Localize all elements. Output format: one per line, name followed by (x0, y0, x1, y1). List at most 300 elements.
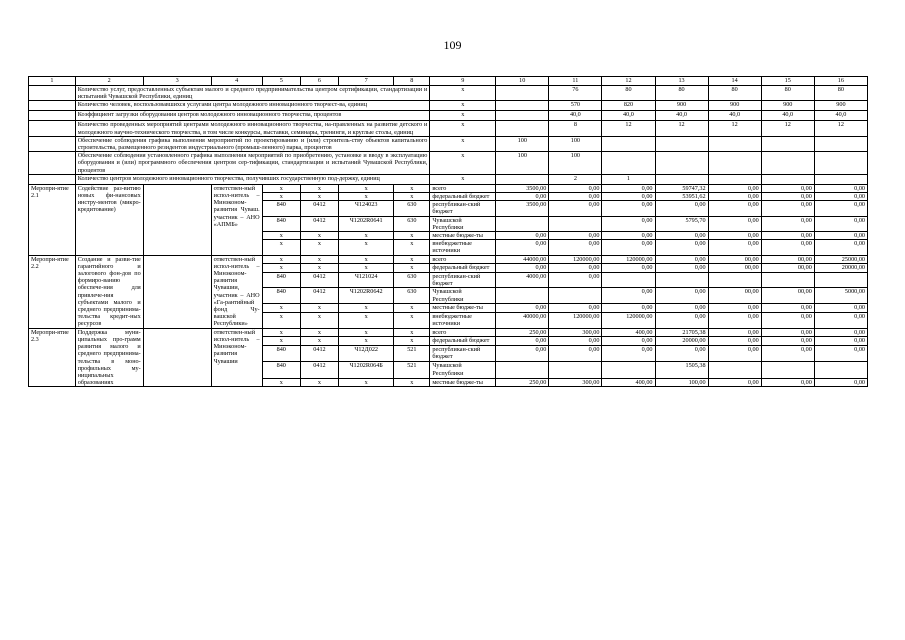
target-article-code: x (339, 255, 394, 263)
header-row (29, 77, 868, 86)
grbs-code: x (262, 255, 300, 263)
indicator-unit: x (430, 86, 496, 101)
target-article-code: x (339, 232, 394, 240)
amount-value: 0,00 (761, 184, 814, 192)
funding-source: республикан-ский бюджет (430, 201, 496, 216)
amount-value: 00,00 (708, 255, 761, 263)
amount-value: 0,00 (602, 337, 655, 346)
funding-source: местные бюдже-ты (430, 378, 496, 387)
expense-type-code: x (394, 232, 430, 240)
section-code: x (300, 240, 338, 255)
amount-value: 250,00 (496, 328, 549, 337)
target-article-code: x (339, 378, 394, 387)
amount-value: 120000,00 (549, 312, 602, 328)
column-number: 15 (761, 77, 814, 86)
indicator-row (29, 86, 868, 101)
amount-value: 0,00 (761, 346, 814, 362)
amount-value (496, 362, 549, 378)
target-article-code: x (339, 337, 394, 346)
funding-source: местные бюдже-ты (430, 232, 496, 240)
indicator-value (655, 152, 708, 175)
indicator-value: 570 (549, 101, 602, 111)
column-number: 9 (430, 77, 496, 86)
amount-value: 0,00 (761, 337, 814, 346)
indicator-value: 40,0 (602, 111, 655, 121)
amount-value: 0,00 (549, 264, 602, 272)
target-article-code: Ч1202R0642 (339, 288, 394, 304)
indicator-value: 900 (655, 101, 708, 111)
amount-value: 20000,00 (814, 264, 867, 272)
amount-value: 0,00 (655, 346, 708, 362)
column-number: 1 (29, 77, 76, 86)
column-number: 14 (708, 77, 761, 86)
expense-type-code: 630 (394, 288, 430, 304)
expense-type-code: x (394, 312, 430, 328)
amount-value (708, 362, 761, 378)
indicator-value (761, 136, 814, 151)
funding-source: местные бюдже-ты (430, 304, 496, 312)
indicator-text: Количество центров молодежного инновационного творчества, получивших государственную под-держку, единиц (75, 174, 430, 184)
amount-value: 0,00 (655, 201, 708, 216)
indicator-value (496, 86, 549, 101)
indicator-value (814, 174, 867, 184)
target-article-code: x (339, 193, 394, 201)
target-article-code: x (339, 328, 394, 337)
indicator-text: Обеспечение соблюдения графика выполнения мероприятий по проектированию и (или) строитель-ству объектов капитального строительства, размещенного резидентов индустриального (промыш-ленного) парка, процентов (75, 136, 430, 151)
grbs-code: x (262, 240, 300, 255)
section-code: x (300, 328, 338, 337)
indicator-value (602, 152, 655, 175)
section-code: x (300, 264, 338, 272)
indicator-value: 900 (761, 101, 814, 111)
expense-type-code: x (394, 328, 430, 337)
indicator-text: Количество услуг, предоставленных субъектам малого и среднего предпринимательства центром сертификации, стандартизации и испытаний Чувашской Республики, единиц (75, 86, 430, 101)
amount-value: 0,00 (602, 240, 655, 255)
indicator-value: 100 (496, 136, 549, 151)
grbs-code: 840 (262, 272, 300, 288)
amount-value: 0,00 (602, 201, 655, 216)
indicator-value (761, 152, 814, 175)
page-number: 109 (443, 38, 462, 52)
empty-cell (29, 121, 76, 136)
amount-value: 00,00 (708, 288, 761, 304)
indicator-value (814, 152, 867, 175)
amount-value: 0,00 (549, 240, 602, 255)
indicator-value: 12 (655, 121, 708, 136)
column-number: 12 (602, 77, 655, 86)
target-article-code: x (339, 184, 394, 192)
indicator-value: 100 (549, 152, 602, 175)
amount-value: 0,00 (761, 240, 814, 255)
measure-row (29, 255, 868, 263)
funding-source: всего (430, 328, 496, 337)
funding-source: республикан-ский бюджет (430, 272, 496, 288)
amount-value: 250,00 (496, 378, 549, 387)
grbs-code: 840 (262, 346, 300, 362)
amount-value: 0,00 (814, 304, 867, 312)
grbs-code: x (262, 337, 300, 346)
funding-source: республикан-ский бюджет (430, 346, 496, 362)
indicator-row (29, 152, 868, 175)
amount-value: 0,00 (814, 240, 867, 255)
amount-value: 0,00 (708, 304, 761, 312)
amount-value: 0,00 (549, 201, 602, 216)
target-article-code: x (339, 240, 394, 255)
amount-value: 120000,00 (549, 255, 602, 263)
amount-value: 53951,62 (655, 193, 708, 201)
indicator-row (29, 101, 868, 111)
indicator-unit: x (430, 174, 496, 184)
amount-value: 59747,32 (655, 184, 708, 192)
indicator-value: 100 (496, 152, 549, 175)
amount-value: 5795,70 (655, 216, 708, 231)
expense-type-code: x (394, 304, 430, 312)
indicator-value: 40,0 (761, 111, 814, 121)
amount-value: 0,00 (761, 216, 814, 231)
indicator-value: 12 (761, 121, 814, 136)
amount-value: 0,00 (655, 255, 708, 263)
indicator-value (708, 152, 761, 175)
amount-value: 400,00 (602, 378, 655, 387)
amount-value: 0,00 (602, 346, 655, 362)
amount-value: 0,00 (549, 346, 602, 362)
section-code: 0412 (300, 216, 338, 231)
funding-source: Чувашской Республики (430, 216, 496, 231)
indicator-row (29, 136, 868, 151)
amount-value: 40000,00 (496, 312, 549, 328)
section-code: 0412 (300, 362, 338, 378)
amount-value: 0,00 (814, 193, 867, 201)
indicator-text: Коэффициент загрузки оборудования центров молодежного инновационного творчества, процентов (75, 111, 430, 121)
amount-value: 0,00 (814, 216, 867, 231)
expense-type-code: 521 (394, 362, 430, 378)
amount-value: 0,00 (708, 216, 761, 231)
amount-value: 0,00 (761, 312, 814, 328)
target-article-code: Ч124023 (339, 201, 394, 216)
amount-value: 300,00 (549, 378, 602, 387)
amount-value: 0,00 (655, 264, 708, 272)
amount-value: 300,00 (549, 328, 602, 337)
indicator-value (708, 136, 761, 151)
amount-value (549, 288, 602, 304)
amount-value: 5000,00 (814, 288, 867, 304)
section-code: 0412 (300, 288, 338, 304)
amount-value: 0,00 (496, 264, 549, 272)
measure-description: Содействие раз-витию новых фи-нансовых инстру-ментов (микро-кредитование) (75, 184, 143, 255)
amount-value: 0,00 (814, 312, 867, 328)
column-number: 13 (655, 77, 708, 86)
indicator-value: 900 (708, 101, 761, 111)
indicator-value: 12 (708, 121, 761, 136)
indicator-value (496, 111, 549, 121)
amount-value (496, 288, 549, 304)
section-code: x (300, 312, 338, 328)
indicator-value (655, 136, 708, 151)
expense-type-code: 630 (394, 216, 430, 231)
amount-value: 0,00 (708, 337, 761, 346)
amount-value: 00,00 (761, 264, 814, 272)
column-number: 11 (549, 77, 602, 86)
grbs-code: x (262, 378, 300, 387)
amount-value (549, 216, 602, 231)
indicator-value: 40,0 (814, 111, 867, 121)
grbs-code: x (262, 312, 300, 328)
amount-value: 0,00 (814, 346, 867, 362)
amount-value: 0,00 (655, 288, 708, 304)
expense-type-code: x (394, 264, 430, 272)
empty-cell (29, 152, 76, 175)
indicator-value (655, 174, 708, 184)
indicator-value: 80 (655, 86, 708, 101)
measure-name: Меропри-ятие 2.1 (29, 184, 76, 255)
amount-value: 00,00 (761, 288, 814, 304)
column-number: 7 (339, 77, 394, 86)
amount-value: 0,00 (655, 240, 708, 255)
indicator-value: 40,0 (708, 111, 761, 121)
amount-value: 00,00 (708, 264, 761, 272)
target-article-code: Ч12Д022 (339, 346, 394, 362)
measure-executor: ответствен-ный испол-нитель – Минэконом-развития Чуваш. участник – АНО «АПМБ» (211, 184, 262, 255)
indicator-value: 1 (602, 174, 655, 184)
expense-type-code: x (394, 337, 430, 346)
amount-value: 0,00 (602, 193, 655, 201)
funding-source: федеральный бюджет (430, 193, 496, 201)
indicator-value (496, 121, 549, 136)
measure-name: Меропри-ятие 2.3 (29, 328, 76, 387)
expense-type-code: x (394, 184, 430, 192)
amount-value: 0,00 (655, 304, 708, 312)
amount-value: 0,00 (549, 193, 602, 201)
amount-value: 0,00 (602, 216, 655, 231)
empty-cell (29, 111, 76, 121)
section-code: x (300, 304, 338, 312)
expense-type-code: 630 (394, 272, 430, 288)
expense-type-code: x (394, 240, 430, 255)
column-number: 6 (300, 77, 338, 86)
amount-value (814, 362, 867, 378)
amount-value: 0,00 (814, 328, 867, 337)
amount-value: 0,00 (708, 193, 761, 201)
measure-row (29, 184, 868, 192)
expense-type-code: x (394, 255, 430, 263)
funding-source: Чувашской Республики (430, 288, 496, 304)
section-code: x (300, 378, 338, 387)
empty-cell (29, 101, 76, 111)
amount-value: 0,00 (708, 378, 761, 387)
indicator-value: 80 (602, 86, 655, 101)
empty-cell (143, 184, 211, 255)
indicator-unit: x (430, 111, 496, 121)
amount-value: 0,00 (761, 193, 814, 201)
grbs-code: x (262, 328, 300, 337)
indicator-value: 8 (549, 121, 602, 136)
indicator-unit: x (430, 101, 496, 111)
amount-value: 0,00 (549, 184, 602, 192)
amount-value: 0,00 (496, 240, 549, 255)
amount-value (761, 272, 814, 288)
target-article-code: Ч1202R064Б (339, 362, 394, 378)
measure-name: Меропри-ятие 2.2 (29, 255, 76, 328)
grbs-code: 840 (262, 362, 300, 378)
amount-value: 0,00 (602, 232, 655, 240)
funding-source: внебюджетные источники (430, 312, 496, 328)
amount-value: 0,00 (602, 304, 655, 312)
column-number: 2 (75, 77, 143, 86)
amount-value: 0,00 (708, 201, 761, 216)
expense-type-code: x (394, 378, 430, 387)
amount-value: 0,00 (708, 232, 761, 240)
amount-value: 0,00 (708, 312, 761, 328)
target-article-code: Ч121024 (339, 272, 394, 288)
amount-value (761, 362, 814, 378)
indicator-value: 80 (708, 86, 761, 101)
empty-cell (29, 136, 76, 151)
section-code: x (300, 184, 338, 192)
grbs-code: x (262, 264, 300, 272)
amount-value: 0,00 (814, 378, 867, 387)
section-code: x (300, 255, 338, 263)
amount-value: 0,00 (708, 184, 761, 192)
amount-value: 0,00 (496, 193, 549, 201)
grbs-code: x (262, 193, 300, 201)
indicator-value: 80 (814, 86, 867, 101)
indicator-row (29, 121, 868, 136)
indicator-value: 12 (814, 121, 867, 136)
amount-value: 3500,00 (496, 201, 549, 216)
amount-value: 0,00 (761, 328, 814, 337)
indicator-value (814, 136, 867, 151)
indicator-row (29, 111, 868, 121)
indicator-row (29, 174, 868, 184)
amount-value: 0,00 (761, 201, 814, 216)
funding-source: федеральный бюджет (430, 264, 496, 272)
amount-value: 25000,00 (814, 255, 867, 263)
expense-type-code: x (394, 193, 430, 201)
amount-value (602, 362, 655, 378)
empty-cell (143, 255, 211, 328)
target-article-code: x (339, 312, 394, 328)
target-article-code: x (339, 304, 394, 312)
amount-value: 0,00 (496, 337, 549, 346)
indicator-value (761, 174, 814, 184)
funding-source: Чувашской Республики (430, 362, 496, 378)
funding-source: всего (430, 184, 496, 192)
indicator-value (708, 174, 761, 184)
funding-source: внебюджетные источники (430, 240, 496, 255)
target-article-code: Ч1202R0641 (339, 216, 394, 231)
column-number: 3 (143, 77, 211, 86)
measure-description: Создание и разви-тие гарантийного и залогового фон-дов по формиро-ванию обеспече-ния для привлече-ния субъектами малого и среднего предпринима-тельства кредит-ных ресурсов (75, 255, 143, 328)
amount-value: 0,00 (496, 232, 549, 240)
amount-value: 0,00 (708, 346, 761, 362)
indicator-unit: x (430, 136, 496, 151)
column-number: 10 (496, 77, 549, 86)
column-number: 5 (262, 77, 300, 86)
column-number: 8 (394, 77, 430, 86)
indicator-value: 80 (761, 86, 814, 101)
amount-value: 0,00 (708, 240, 761, 255)
amount-value: 120000,00 (602, 255, 655, 263)
amount-value: 0,00 (761, 304, 814, 312)
measure-row (29, 328, 868, 337)
section-code: 0412 (300, 201, 338, 216)
amount-value: 0,00 (496, 304, 549, 312)
amount-value: 120000,00 (602, 312, 655, 328)
amount-value: 0,00 (602, 184, 655, 192)
amount-value: 0,00 (602, 288, 655, 304)
indicator-value: 40,0 (549, 111, 602, 121)
amount-value: 4000,00 (496, 272, 549, 288)
amount-value: 0,00 (655, 232, 708, 240)
empty-cell (29, 86, 76, 101)
amount-value: 00,00 (761, 255, 814, 263)
amount-value: 44000,00 (496, 255, 549, 263)
amount-value: 400,00 (602, 328, 655, 337)
amount-value (549, 362, 602, 378)
amount-value (496, 216, 549, 231)
indicator-text: Количество человек, воспользовавшихся услугами центра молодежного инновационного творчест-ва, единиц (75, 101, 430, 111)
indicator-value: 2 (549, 174, 602, 184)
target-article-code: x (339, 264, 394, 272)
amount-value (655, 272, 708, 288)
amount-value: 0,00 (761, 378, 814, 387)
amount-value (708, 272, 761, 288)
amount-value: 0,00 (549, 337, 602, 346)
indicator-value: 76 (549, 86, 602, 101)
amount-value: 21705,38 (655, 328, 708, 337)
measure-executor: ответствен-ный испол-нитель – Минэконом-развития Чувашии (211, 328, 262, 387)
amount-value: 100,00 (655, 378, 708, 387)
grbs-code: x (262, 184, 300, 192)
grbs-code: x (262, 304, 300, 312)
amount-value: 20000,00 (655, 337, 708, 346)
amount-value: 0,00 (549, 232, 602, 240)
grbs-code: 840 (262, 216, 300, 231)
budget-table (28, 76, 868, 387)
amount-value (602, 272, 655, 288)
empty-cell (143, 328, 211, 387)
funding-source: федеральный бюджет (430, 337, 496, 346)
expense-type-code: 521 (394, 346, 430, 362)
column-number: 16 (814, 77, 867, 86)
indicator-unit: x (430, 152, 496, 175)
amount-value: 0,00 (814, 337, 867, 346)
amount-value: 0,00 (496, 346, 549, 362)
expense-type-code: 630 (394, 201, 430, 216)
indicator-value: 100 (549, 136, 602, 151)
measure-executor: ответствен-ный испол-нитель – Минэконом-развития Чувашии, участник – АНО «Га-рантийный фонд Чу-вашской Республики» (211, 255, 262, 328)
column-number: 4 (211, 77, 262, 86)
funding-source: всего (430, 255, 496, 263)
amount-value: 0,00 (814, 201, 867, 216)
indicator-text: Количество проведенных мероприятий центрами молодежного инновационного творчества, на-правленных на развитие детского и молодежного научно-технического творчества, в том числе конкурсы, выставки, семинары, тренинги, и круглые столы, единиц (75, 121, 430, 136)
indicator-value (496, 101, 549, 111)
measure-description: Поддержка муни-ципальных про-грамм развития малого и среднего предпринима-тельства в моно-профильных му-ниципальных образованиях (75, 328, 143, 387)
indicator-value: 12 (602, 121, 655, 136)
amount-value: 0,00 (708, 328, 761, 337)
grbs-code: 840 (262, 201, 300, 216)
section-code: x (300, 232, 338, 240)
amount-value (814, 272, 867, 288)
indicator-value (496, 174, 549, 184)
indicator-unit: x (430, 121, 496, 136)
indicator-text: Обеспечение соблюдения установленного графика выполнения мероприятий по приобретению, установке и вводу в эксплуатацию оборудования и (или) программного обеспечения центром сер-тификации, стандартизации и испытаний Чувашской Республики, процентов (75, 152, 430, 175)
amount-value: 0,00 (814, 232, 867, 240)
indicator-value: 40,0 (655, 111, 708, 121)
amount-value: 0,00 (761, 232, 814, 240)
grbs-code: 840 (262, 288, 300, 304)
empty-cell (29, 174, 76, 184)
